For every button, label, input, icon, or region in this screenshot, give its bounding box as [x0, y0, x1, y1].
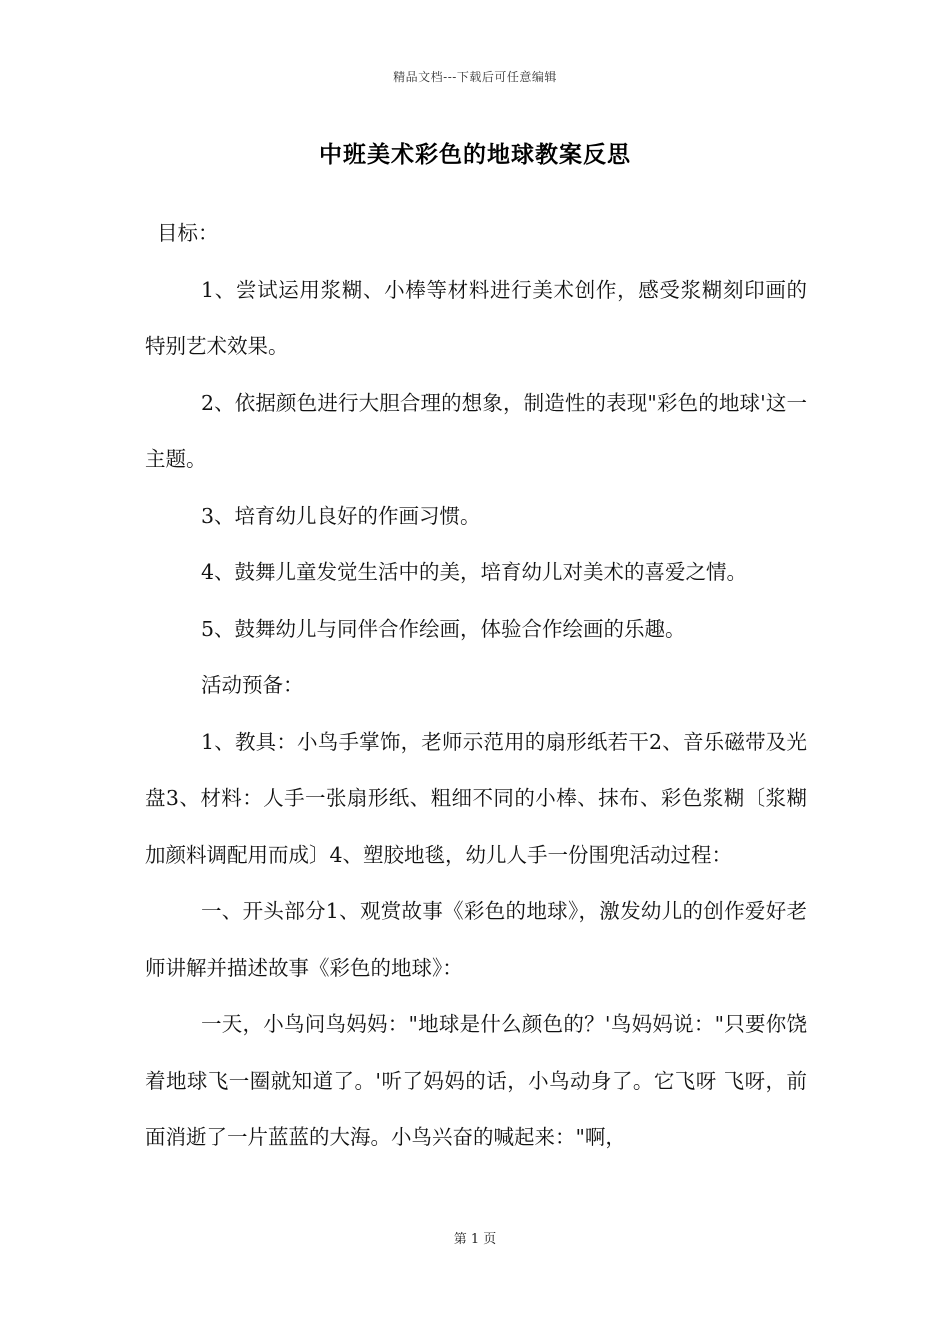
- paragraph-goal-4: 4、鼓舞儿童发觉生活中的美，培育幼儿对美术的喜爱之情。: [201, 560, 748, 584]
- header-note: 精品文档---下载后可任意编辑: [393, 70, 557, 84]
- section-heading-goals: 目标：: [157, 221, 219, 245]
- paragraph-goal-2: 2、依据颜色进行大胆合理的想象，制造性的表现"彩色的地球'这一主题。: [145, 390, 807, 471]
- section-heading-preparation: 活动预备：: [201, 673, 304, 697]
- document-body: [145, 205, 807, 1166]
- paragraph-preparation: 1、教具：小鸟手掌饰，老师示范用的扇形纸若干2、音乐磁带及光盘3、材料：人手一张扇形纸、粗细不同的小棒、抹布、彩色浆糊〔浆糊加颜料调配用而成〕4、塑胶地毯，幼儿人手一份围兜活动过程：: [145, 729, 807, 867]
- page-number: 第 1 页: [453, 1232, 497, 1247]
- paragraph-goal-5: 5、鼓舞幼儿与同伴合作绘画，体验合作绘画的乐趣。: [201, 616, 686, 641]
- paragraph-goal-3: 3、培育幼儿良好的作画习惯。: [201, 503, 481, 528]
- paragraph-story: 一天，小鸟问鸟妈妈："地球是什么颜色的？'鸟妈妈说："只要你饶着地球飞一圈就知道了。'听了妈妈的话，小鸟动身了。它飞呀 飞呀，前面消逝了一片蓝蓝的大海。小鸟兴奋的喊起来："啊，: [145, 1012, 807, 1149]
- paragraph-goal-1: 1、尝试运用浆糊、小棒等材料进行美术创作，感受浆糊刻印画的特别艺术效果。: [145, 277, 807, 358]
- paragraph-opening: 一、开头部分1、观赏故事《彩色的地球》，激发幼儿的创作爱好老师讲解并描述故事《彩色的地球》：: [145, 899, 807, 980]
- document-title: 中班美术彩色的地球教案反思: [319, 141, 631, 168]
